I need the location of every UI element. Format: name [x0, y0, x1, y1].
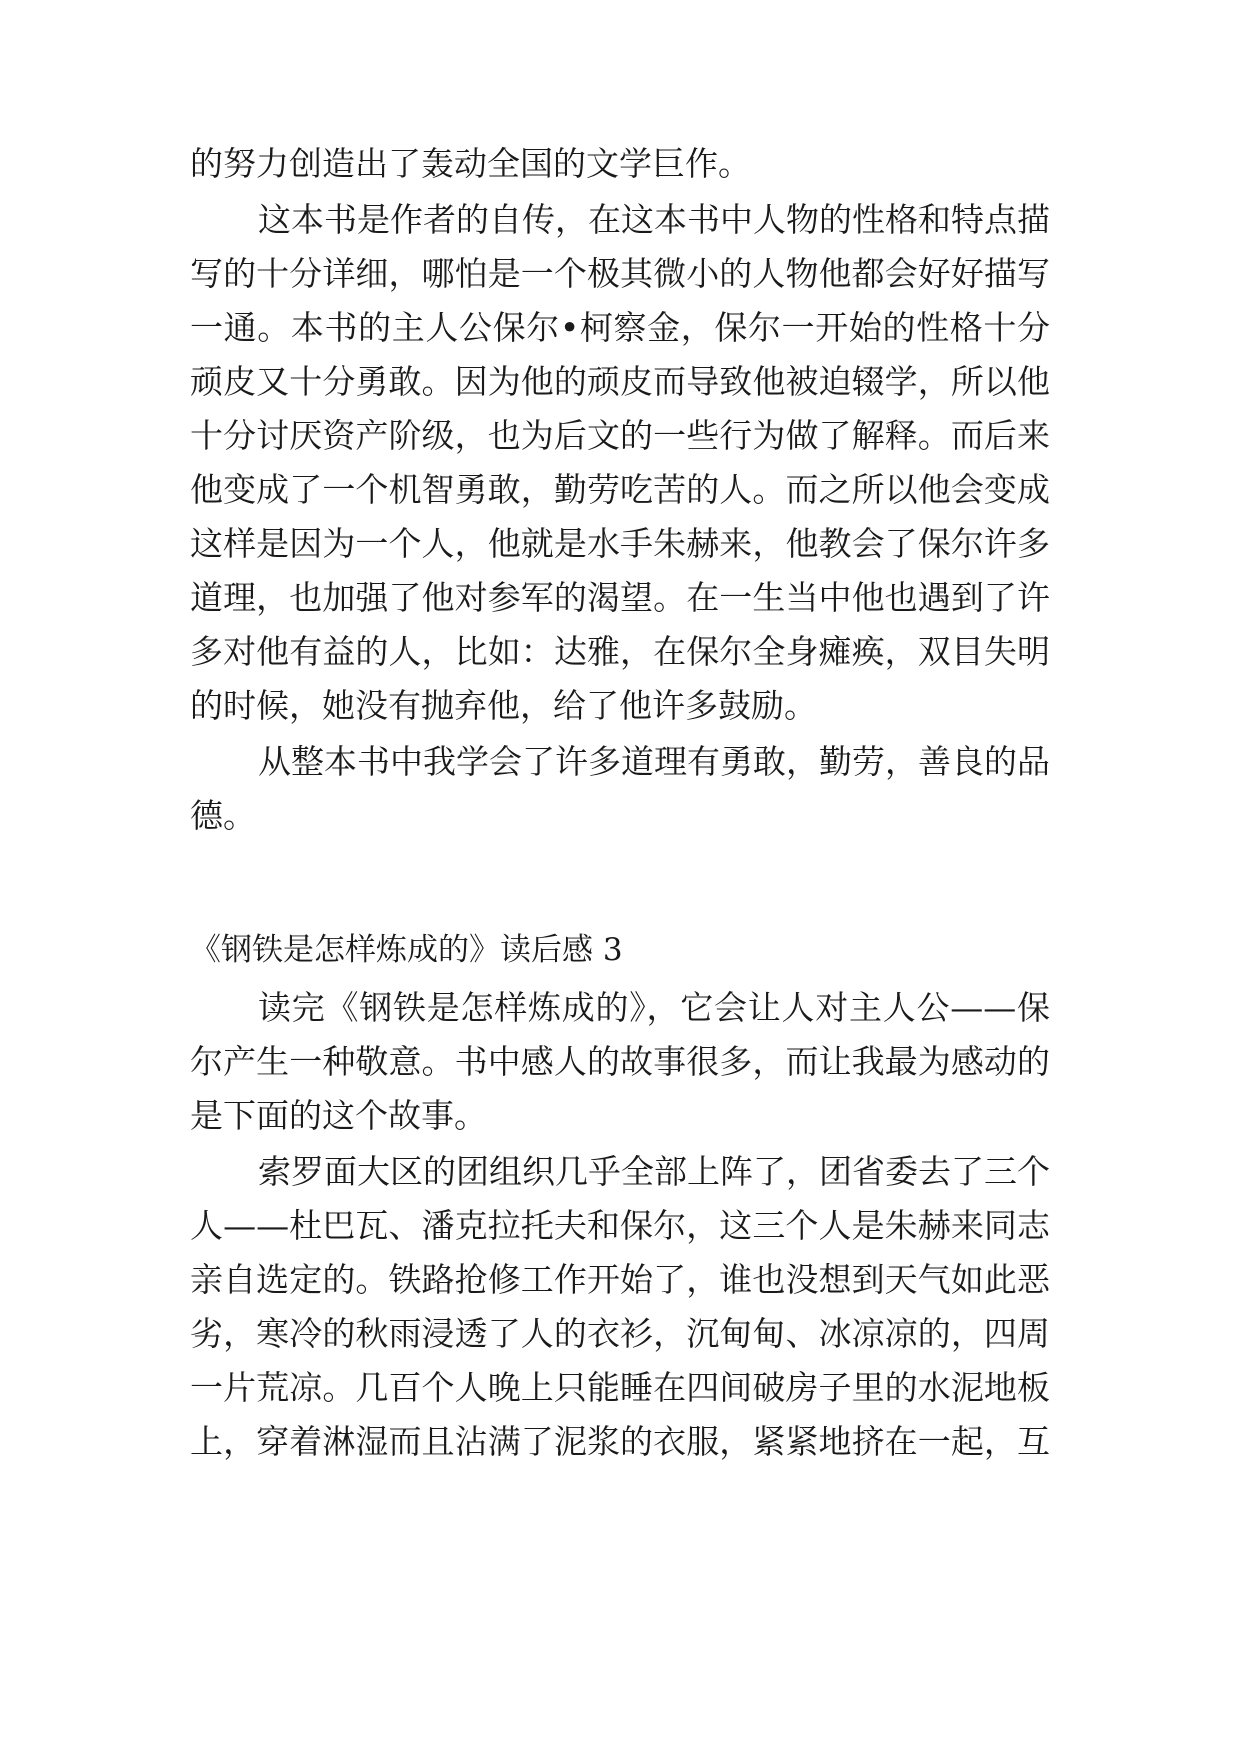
text-line: 写的十分详细，哪怕是一个极其微小的人物他都会好好描写	[190, 254, 1050, 293]
text-line: 尔产生一种敬意。书中感人的故事很多，而让我最为感动的	[190, 1042, 1050, 1081]
text-line: 一片荒凉。几百个人晚上只能睡在四间破房子里的水泥地板	[190, 1368, 1050, 1407]
text-line: 索罗面大区的团组织几乎全部上阵了，团省委去了三个	[258, 1152, 1050, 1191]
text-line: 十分讨厌资产阶级，也为后文的一些行为做了解释。而后来	[190, 416, 1050, 455]
text-line: 亲自选定的。铁路抢修工作开始了，谁也没想到天气如此恶	[190, 1260, 1050, 1299]
text-line: 顽皮又十分勇敢。因为他的顽皮而导致他被迫辍学，所以他	[190, 362, 1050, 401]
text-line: 这样是因为一个人，他就是水手朱赫来，他教会了保尔许多	[190, 524, 1050, 563]
text-line: 人——杜巴瓦、潘克拉托夫和保尔，这三个人是朱赫来同志	[190, 1206, 1050, 1245]
text-line: 多对他有益的人，比如：达雅，在保尔全身瘫痪，双目失明	[190, 632, 1050, 671]
text-line: 德。	[190, 796, 256, 835]
text-line: 劣，寒冷的秋雨浸透了人的衣衫，沉甸甸、冰凉凉的，四周	[190, 1314, 1050, 1353]
text-line: 的时候，她没有抛弃他，给了他许多鼓励。	[190, 686, 817, 725]
text-line: 他变成了一个机智勇敢，勤劳吃苦的人。而之所以他会变成	[190, 470, 1050, 509]
text-line: 读完《钢铁是怎样炼成的》，它会让人对主人公——保	[258, 988, 1050, 1027]
text-line: 的努力创造出了轰动全国的文学巨作。	[190, 144, 751, 183]
text-line: 是下面的这个故事。	[190, 1096, 487, 1135]
text-line: 上，穿着淋湿而且沾满了泥浆的衣服，紧紧地挤在一起，互	[190, 1422, 1050, 1461]
text-line: 一通。本书的主人公保尔•柯察金，保尔一开始的性格十分	[190, 308, 1050, 347]
section-title: 《钢铁是怎样炼成的》读后感 3	[190, 932, 623, 968]
text-line: 这本书是作者的自传，在这本书中人物的性格和特点描	[258, 200, 1050, 239]
text-line: 从整本书中我学会了许多道理有勇敢，勤劳，善良的品	[258, 742, 1050, 781]
text-line: 道理，也加强了他对参军的渴望。在一生当中他也遇到了许	[190, 578, 1050, 617]
